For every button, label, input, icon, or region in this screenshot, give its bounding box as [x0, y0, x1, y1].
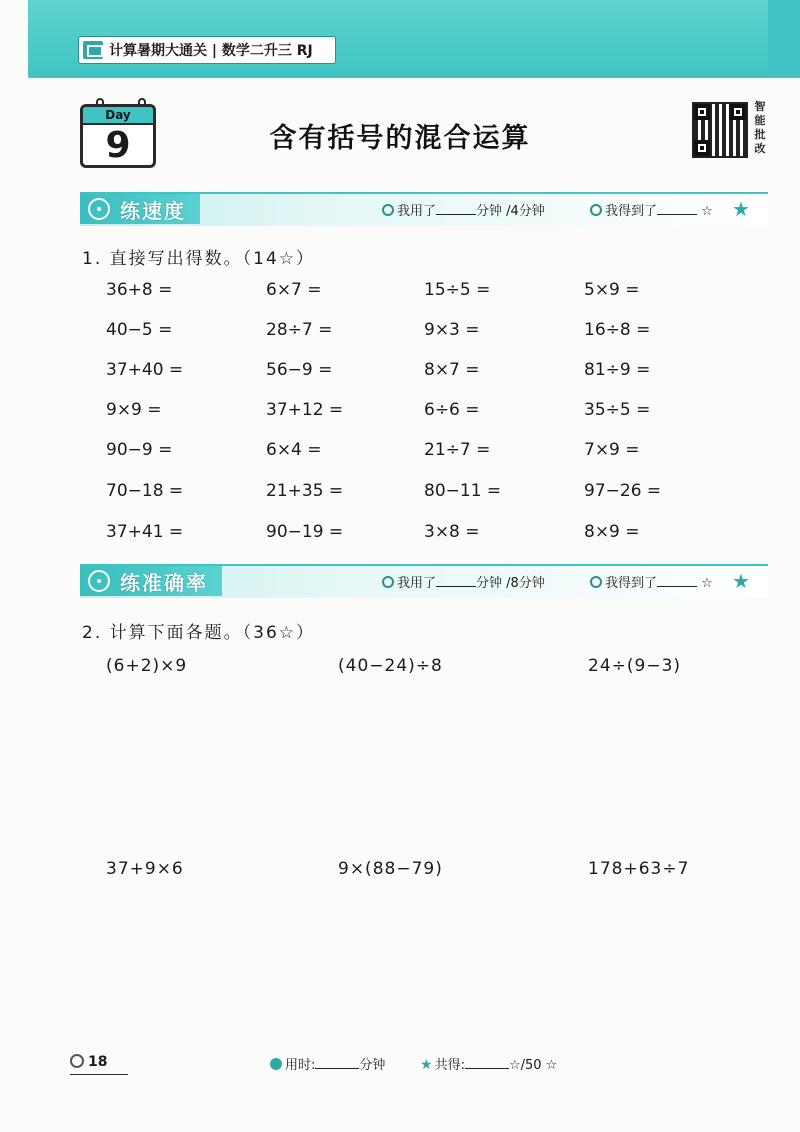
oral-item: 28÷7 =	[266, 320, 333, 340]
oral-item: 6×4 =	[266, 440, 322, 460]
footer-time: 用时: 分钟	[270, 1054, 385, 1073]
oral-item: 5×9 =	[584, 280, 640, 300]
target-icon	[88, 570, 110, 592]
clock-icon	[382, 204, 394, 216]
qr-code-icon[interactable]	[692, 102, 748, 158]
oral-item: 7×9 =	[584, 440, 640, 460]
oral-item: 8×7 =	[424, 360, 480, 380]
oral-item: 97−26 =	[584, 481, 662, 501]
score-field: 我得到了 ☆	[590, 200, 713, 219]
question-2: 2. 计算下面各题。（36☆）	[82, 623, 315, 643]
calc-problem: 24÷(9−3)	[588, 656, 682, 676]
time-used-field: 我用了 分钟 /4分钟	[382, 200, 545, 219]
day-label: Day	[83, 107, 153, 125]
oral-item: 15÷5 =	[424, 280, 491, 300]
sun-icon	[70, 1054, 84, 1068]
oral-item: 90−19 =	[266, 522, 344, 542]
time-used-field: 我用了 分钟 /8分钟	[382, 572, 545, 591]
oral-item: 35÷5 =	[584, 400, 651, 420]
oral-item: 16÷8 =	[584, 320, 651, 340]
page-number: 18	[70, 1054, 107, 1070]
oral-item: 56−9 =	[266, 360, 333, 380]
oral-item: 40−5 =	[106, 320, 173, 340]
calc-problem: (40−24)÷8	[338, 656, 443, 676]
section-accuracy-tag	[80, 566, 222, 596]
series-subtitle: 数学二升三 RJ	[221, 43, 313, 59]
calc-problem: 9×(88−79)	[338, 859, 443, 879]
alarm-icon	[270, 1058, 282, 1070]
score-blank[interactable]	[657, 203, 697, 215]
oral-item: 37+41 =	[106, 522, 184, 542]
star-badge-icon: ★	[732, 197, 750, 221]
oral-item: 6÷6 =	[424, 400, 480, 420]
calc-problem: 178+63÷7	[588, 859, 690, 879]
day-number: 9	[105, 125, 131, 166]
oral-item: 90−9 =	[106, 440, 173, 460]
footer-total-blank[interactable]	[465, 1057, 509, 1069]
book-icon	[83, 41, 103, 59]
star-icon: ★	[420, 1057, 433, 1073]
score-blank[interactable]	[657, 575, 697, 587]
series-label	[78, 36, 336, 64]
oral-item: 81÷9 =	[584, 360, 651, 380]
footer-total: ★ 共得: ☆/50 ☆	[420, 1057, 558, 1073]
oral-item: 9×3 =	[424, 320, 480, 340]
section-accuracy-bar	[80, 564, 768, 598]
check-icon	[590, 576, 602, 588]
oral-item: 80−11 =	[424, 481, 502, 501]
oral-item: 6×7 =	[266, 280, 322, 300]
oral-item: 70−18 =	[106, 481, 184, 501]
oral-item: 37+12 =	[266, 400, 344, 420]
qr-caption: 智 能 批 改	[754, 100, 766, 155]
check-icon	[590, 204, 602, 216]
series-title: 计算暑期大通关	[109, 43, 207, 59]
page-number-underline	[70, 1074, 128, 1075]
time-used-blank[interactable]	[436, 575, 476, 587]
stopwatch-icon	[88, 198, 110, 220]
score-field: 我得到了 ☆	[590, 572, 713, 591]
calc-problem: 37+9×6	[106, 859, 184, 879]
section-speed-bar	[80, 192, 768, 226]
section-accuracy-label: 练准确率	[120, 570, 208, 595]
section-speed-label: 练速度	[120, 198, 186, 223]
oral-item: 8×9 =	[584, 522, 640, 542]
footer-time-blank[interactable]	[315, 1057, 359, 1069]
calc-problem: (6+2)×9	[106, 656, 188, 676]
clock-icon	[382, 576, 394, 588]
oral-item: 21÷7 =	[424, 440, 491, 460]
question-1: 1. 直接写出得数。（14☆）	[82, 249, 315, 269]
series-separator: |	[211, 43, 217, 59]
page-title: 含有括号的混合运算	[269, 123, 531, 154]
oral-item: 21+35 =	[266, 481, 344, 501]
oral-item: 3×8 =	[424, 522, 480, 542]
time-used-blank[interactable]	[436, 203, 476, 215]
section-speed-tag	[80, 194, 200, 224]
star-badge-icon: ★	[732, 569, 750, 593]
oral-item: 36+8 =	[106, 280, 173, 300]
oral-item: 37+40 =	[106, 360, 184, 380]
oral-item: 9×9 =	[106, 400, 162, 420]
